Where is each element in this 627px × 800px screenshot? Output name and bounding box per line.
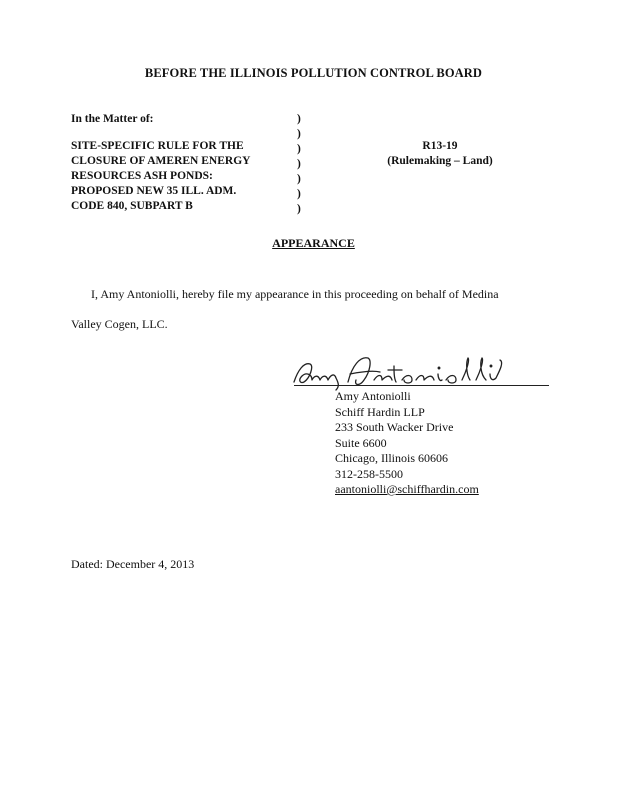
document-title: BEFORE THE ILLINOIS POLLUTION CONTROL BOARD — [144, 66, 483, 80]
caption-line: CODE 840, SUBPART B — [71, 200, 193, 212]
address-line: Suite 6600 — [335, 435, 387, 450]
caption-line: SITE-SPECIFIC RULE FOR THE — [71, 140, 244, 152]
caption-line: RESOURCES ASH PONDS: — [71, 170, 213, 182]
body-line: I, Amy Antoniolli, hereby file my appearance in this proceeding on behalf of Medina — [91, 287, 499, 301]
address-line: 233 South Wacker Drive — [335, 420, 454, 434]
caption-matter: In the Matter of: — [71, 113, 154, 125]
body-paragraph — [71, 279, 561, 339]
paren: ) — [297, 173, 301, 185]
caption-parentheses — [297, 112, 307, 217]
appearance-heading: APPEARANCE — [272, 236, 355, 250]
signature-block — [335, 389, 575, 498]
case-type: (Rulemaking – Land) — [387, 155, 493, 167]
case-number-block — [370, 139, 510, 169]
email-link[interactable]: aantoniolli@schiffhardin.com — [335, 482, 479, 496]
body-line: Valley Cogen, LLC. — [71, 317, 168, 331]
caption-line: PROPOSED NEW 35 ILL. ADM. — [71, 185, 237, 197]
signer-name: Amy Antoniolli — [335, 389, 411, 403]
paren: ) — [297, 113, 301, 125]
handwritten-signature — [290, 352, 552, 392]
signature-line — [294, 385, 549, 386]
caption-line: CLOSURE OF AMEREN ENERGY — [71, 155, 251, 167]
paren: ) — [297, 203, 301, 215]
city-line: Chicago, Illinois 60606 — [335, 451, 448, 465]
firm-name: Schiff Hardin LLP — [335, 404, 425, 419]
paren: ) — [297, 143, 301, 155]
case-caption — [71, 112, 291, 214]
paren: ) — [297, 128, 301, 140]
paren: ) — [297, 188, 301, 200]
paren: ) — [297, 158, 301, 170]
case-number: R13-19 — [422, 140, 458, 152]
dated-line: Dated: December 4, 2013 — [71, 557, 195, 571]
phone-number: 312-258-5500 — [335, 466, 403, 481]
